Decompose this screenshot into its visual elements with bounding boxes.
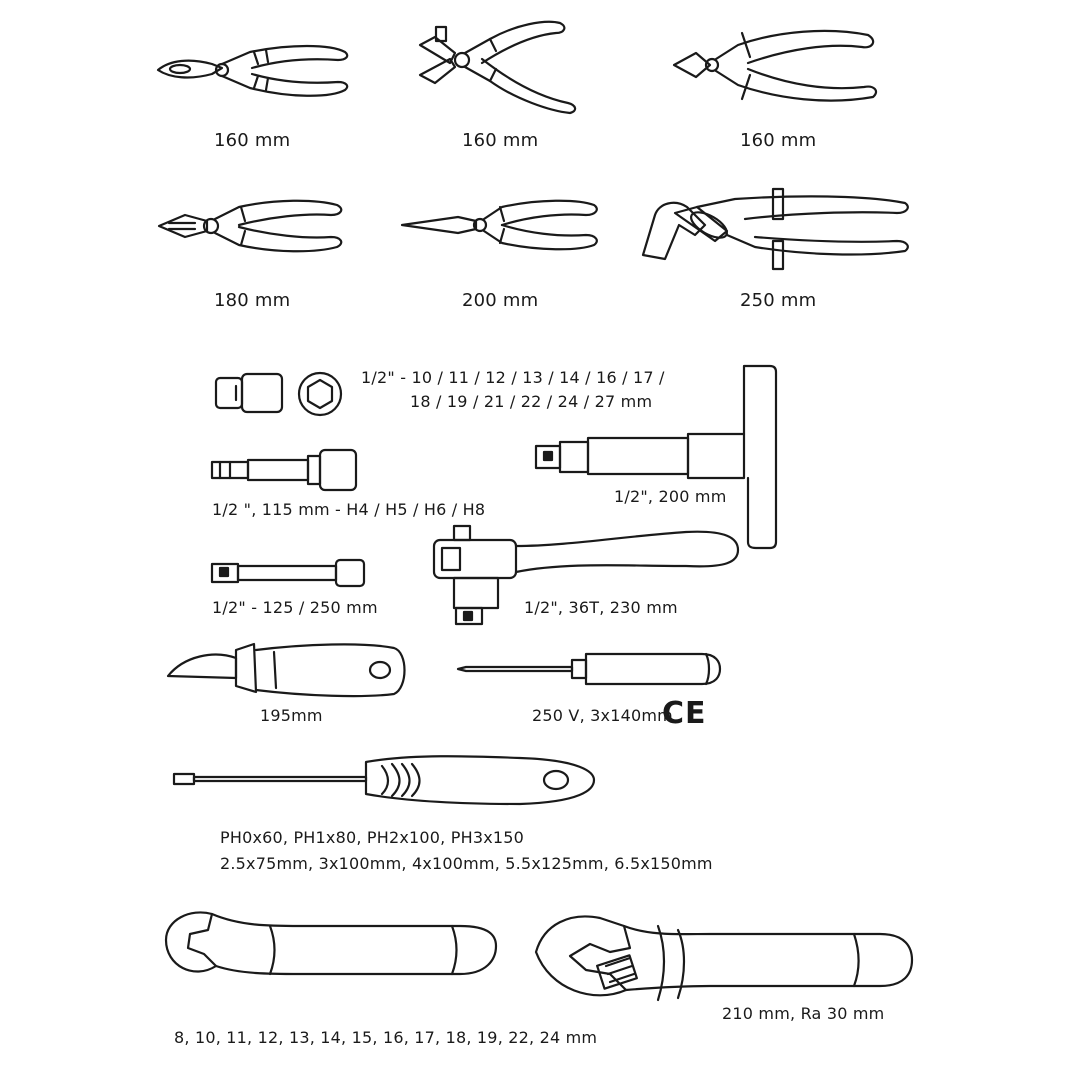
screwdrivers-phillips-sizes-label: PH0x60, PH1x80, PH2x100, PH3x150: [220, 828, 525, 847]
open-wrench-sizes-label: 8, 10, 11, 12, 13, 14, 15, 16, 17, 18, 19, 22, 24 mm: [174, 1028, 598, 1047]
wire-stripper-size-label: 160 mm: [462, 130, 539, 151]
voltage-tester-screwdriver-illustration: [454, 646, 724, 692]
combination-pliers-illustration: [155, 195, 350, 257]
wire-stripper-pliers-illustration: [410, 15, 585, 120]
t-handle-size-label: 1/2", 200 mm: [614, 487, 727, 506]
diagonal-cutter-pliers-illustration: [668, 25, 883, 110]
screwdrivers-flat-sizes-label: 2.5x75mm, 3x100mm, 4x100mm, 5.5x125mm, 6.5x150mm: [220, 854, 713, 873]
long-nose-pliers-illustration: [398, 195, 603, 255]
sockets-size-label-line2: 18 / 19 / 21 / 22 / 24 / 27 mm: [410, 392, 653, 411]
cable-knife-illustration: [164, 636, 412, 704]
water-pump-pliers-illustration: [635, 185, 915, 275]
knife-size-label: 195mm: [260, 706, 323, 725]
hex-bits-size-label: 1/2 ", 115 mm - H4 / H5 / H6 / H8: [212, 500, 486, 519]
open-end-wrench-illustration: [160, 904, 500, 984]
diagonal-cutter-size-label: 160 mm: [740, 130, 817, 151]
extension-bar-illustration: [208, 556, 368, 590]
screwdriver-illustration: [170, 744, 600, 808]
ratchet-size-label: 1/2", 36T, 230 mm: [524, 598, 678, 617]
socket-end-view-illustration: [296, 370, 344, 418]
ce-conformity-mark: CE: [662, 696, 707, 731]
side-cutter-size-label: 160 mm: [214, 130, 291, 151]
voltage-tester-size-label: 250 V, 3x140mm: [532, 706, 673, 725]
socket-side-view-illustration: [212, 370, 287, 416]
adjustable-wrench-illustration: [530, 904, 916, 1008]
hex-bit-socket-illustration: [208, 446, 360, 496]
sockets-size-label-line1: 1/2" - 10 / 11 / 12 / 13 / 14 / 16 / 17 /: [361, 368, 665, 387]
extension-bar-size-label: 1/2" - 125 / 250 mm: [212, 598, 378, 617]
long-nose-pliers-size-label: 200 mm: [462, 290, 539, 311]
adjustable-wrench-size-label: 210 mm, Ra 30 mm: [722, 1004, 885, 1023]
water-pump-pliers-size-label: 250 mm: [740, 290, 817, 311]
combination-pliers-size-label: 180 mm: [214, 290, 291, 311]
side-cutter-pliers-illustration: [150, 38, 360, 108]
